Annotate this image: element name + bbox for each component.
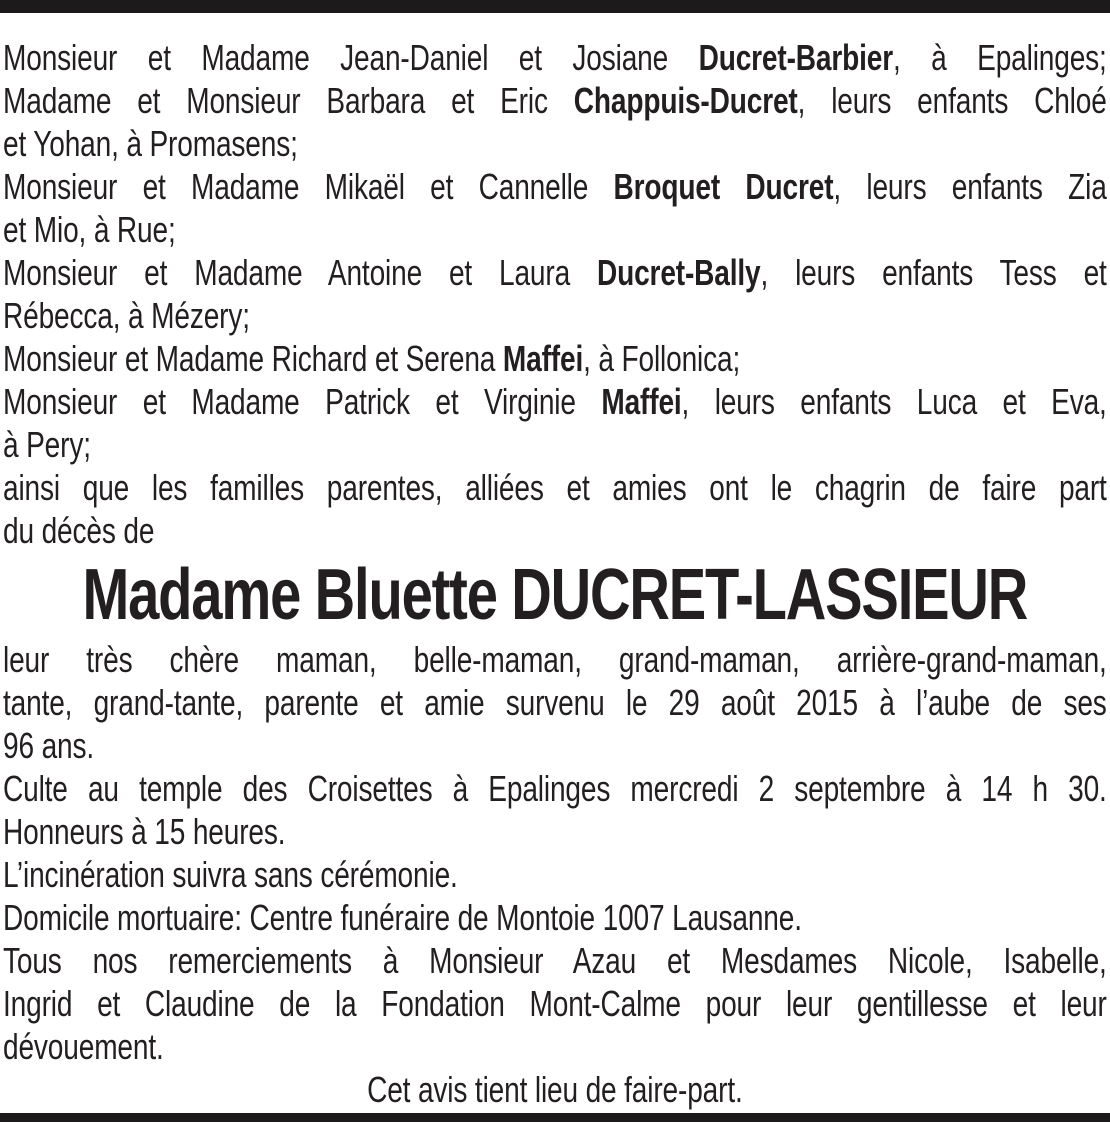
notice-line — [3, 982, 1107, 1025]
family-name-bold: Ducret-Bally — [596, 252, 761, 293]
notice-text: , leurs enfants Chloé — [797, 80, 1107, 121]
notice-text: Monsieur et Madame Jean-Daniel et Josiane — [3, 37, 699, 78]
notice-text: tante, grand-tante, parente et amie survenu le 29 août 2015 à l’aube de ses — [3, 682, 1107, 723]
notice-text: Monsieur et Madame Patrick et Virginie — [3, 381, 602, 422]
notice-text: Rébecca, à Mézery; — [3, 295, 250, 336]
notice-line — [3, 896, 1107, 939]
notice-text: Domicile mortuaire: Centre funéraire de Montoie 1007 Lausanne. — [3, 897, 802, 938]
notice-text: Culte au temple des Croisettes à Epalinges mercredi 2 septembre à 14 h 30. — [3, 768, 1107, 809]
notice-line — [3, 509, 1107, 552]
notice-text: , leurs enfants Tess et — [760, 252, 1107, 293]
family-name-bold: Chappuis-Ducret — [573, 80, 798, 121]
deceased-name: Madame Bluette DUCRET-LASSIEUR — [82, 555, 1028, 635]
notice-line — [3, 208, 1107, 251]
notice-text: , leurs enfants Zia — [833, 166, 1107, 207]
notice-line — [3, 380, 1107, 423]
notice-line — [3, 165, 1107, 208]
notice-line — [3, 294, 1107, 337]
notice-line — [3, 423, 1107, 466]
notice-text: Ingrid et Claudine de la Fondation Mont-Calme pour leur gentillesse et leur — [3, 983, 1107, 1024]
notice-text: ainsi que les familles parentes, alliées et amies ont le chagrin de faire part — [3, 467, 1107, 508]
notice-text: Monsieur et Madame Antoine et Laura — [3, 252, 597, 293]
text-column — [3, 36, 1107, 1111]
notice-text: Monsieur et Madame Richard et Serena — [3, 338, 503, 379]
notice-line — [3, 79, 1107, 122]
notice-line — [3, 337, 1107, 380]
notice-line — [3, 122, 1107, 165]
notice-text: à Pery; — [3, 424, 91, 465]
notice-text: dévouement. — [3, 1026, 164, 1067]
notice-line — [3, 767, 1107, 810]
family-lines-block — [3, 36, 1107, 552]
notice-text: du décès de — [3, 510, 155, 551]
family-name-bold: Maffei — [502, 338, 584, 379]
notice-line — [3, 681, 1107, 724]
notice-line — [3, 251, 1107, 294]
notice-content — [3, 36, 1107, 1111]
notice-line — [3, 1025, 1107, 1068]
notice-text: leur très chère maman, belle-maman, grand-maman, arrière-grand-maman, — [3, 639, 1107, 680]
notice-line — [3, 939, 1107, 982]
notice-text: Madame et Monsieur Barbara et Eric — [3, 80, 574, 121]
notice-line — [3, 466, 1107, 509]
body-lines-block — [3, 638, 1107, 1068]
notice-text: et Mio, à Rue; — [3, 209, 176, 250]
notice-line — [3, 724, 1107, 767]
notice-line — [3, 853, 1107, 896]
top-rule — [0, 0, 1110, 13]
notice-text: , leurs enfants Luca et Eva, — [681, 381, 1107, 422]
notice-line — [3, 810, 1107, 853]
notice-text: Tous nos remerciements à Monsieur Azau et Mesdames Nicole, Isabelle, — [3, 940, 1107, 981]
closing-line: Cet avis tient lieu de faire-part. — [367, 1069, 743, 1110]
family-name-bold: Maffei — [601, 381, 682, 422]
notice-text: L’incinération suivra sans cérémonie. — [3, 854, 458, 895]
notice-line — [3, 638, 1107, 681]
notice-text: , à Follonica; — [583, 338, 741, 379]
bottom-rule — [0, 1113, 1110, 1122]
notice-text: Monsieur et Madame Mikaël et Cannelle — [3, 166, 614, 207]
notice-line — [3, 36, 1107, 79]
family-name-bold: Ducret-Barbier — [698, 37, 894, 78]
notice-text: et Yohan, à Promasens; — [3, 123, 298, 164]
notice-text: 96 ans. — [3, 725, 95, 766]
notice-text: , à Epalinges; — [893, 37, 1107, 78]
notice-text: Honneurs à 15 heures. — [3, 811, 286, 852]
family-name-bold: Broquet Ducret — [613, 166, 834, 207]
